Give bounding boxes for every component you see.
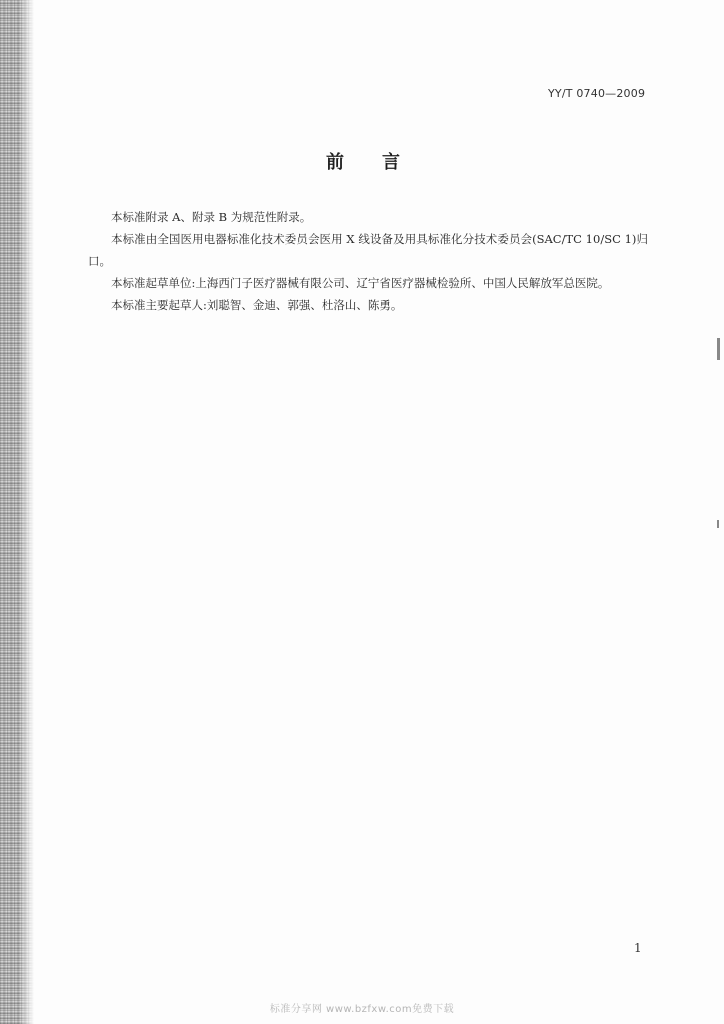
standard-code: YY/T 0740—2009 xyxy=(548,87,646,100)
scan-mark xyxy=(717,520,719,528)
scan-mark xyxy=(717,338,720,360)
paragraph: 本标准附录 A、附录 B 为规范性附录。 xyxy=(111,210,312,224)
paragraph: 本标准起草单位:上海西门子医疗器械有限公司、辽宁省医疗器械检验所、中国人民解放军总医院。 xyxy=(111,276,610,290)
page-title: 前言 xyxy=(326,152,438,173)
page-number: 1 xyxy=(634,941,642,955)
paragraph: 本标准由全国医用电器标准化技术委员会医用 X 线设备及用具标准化分技术委员会(SAC/TC 10/SC 1)归口。 xyxy=(88,232,648,268)
foreword-body xyxy=(88,206,648,316)
watermark: 标准分享网 www.bzfxw.com免费下载 xyxy=(269,1004,455,1015)
paragraph: 本标准主要起草人:刘聪智、金迪、郭强、杜洛山、陈勇。 xyxy=(111,298,403,312)
